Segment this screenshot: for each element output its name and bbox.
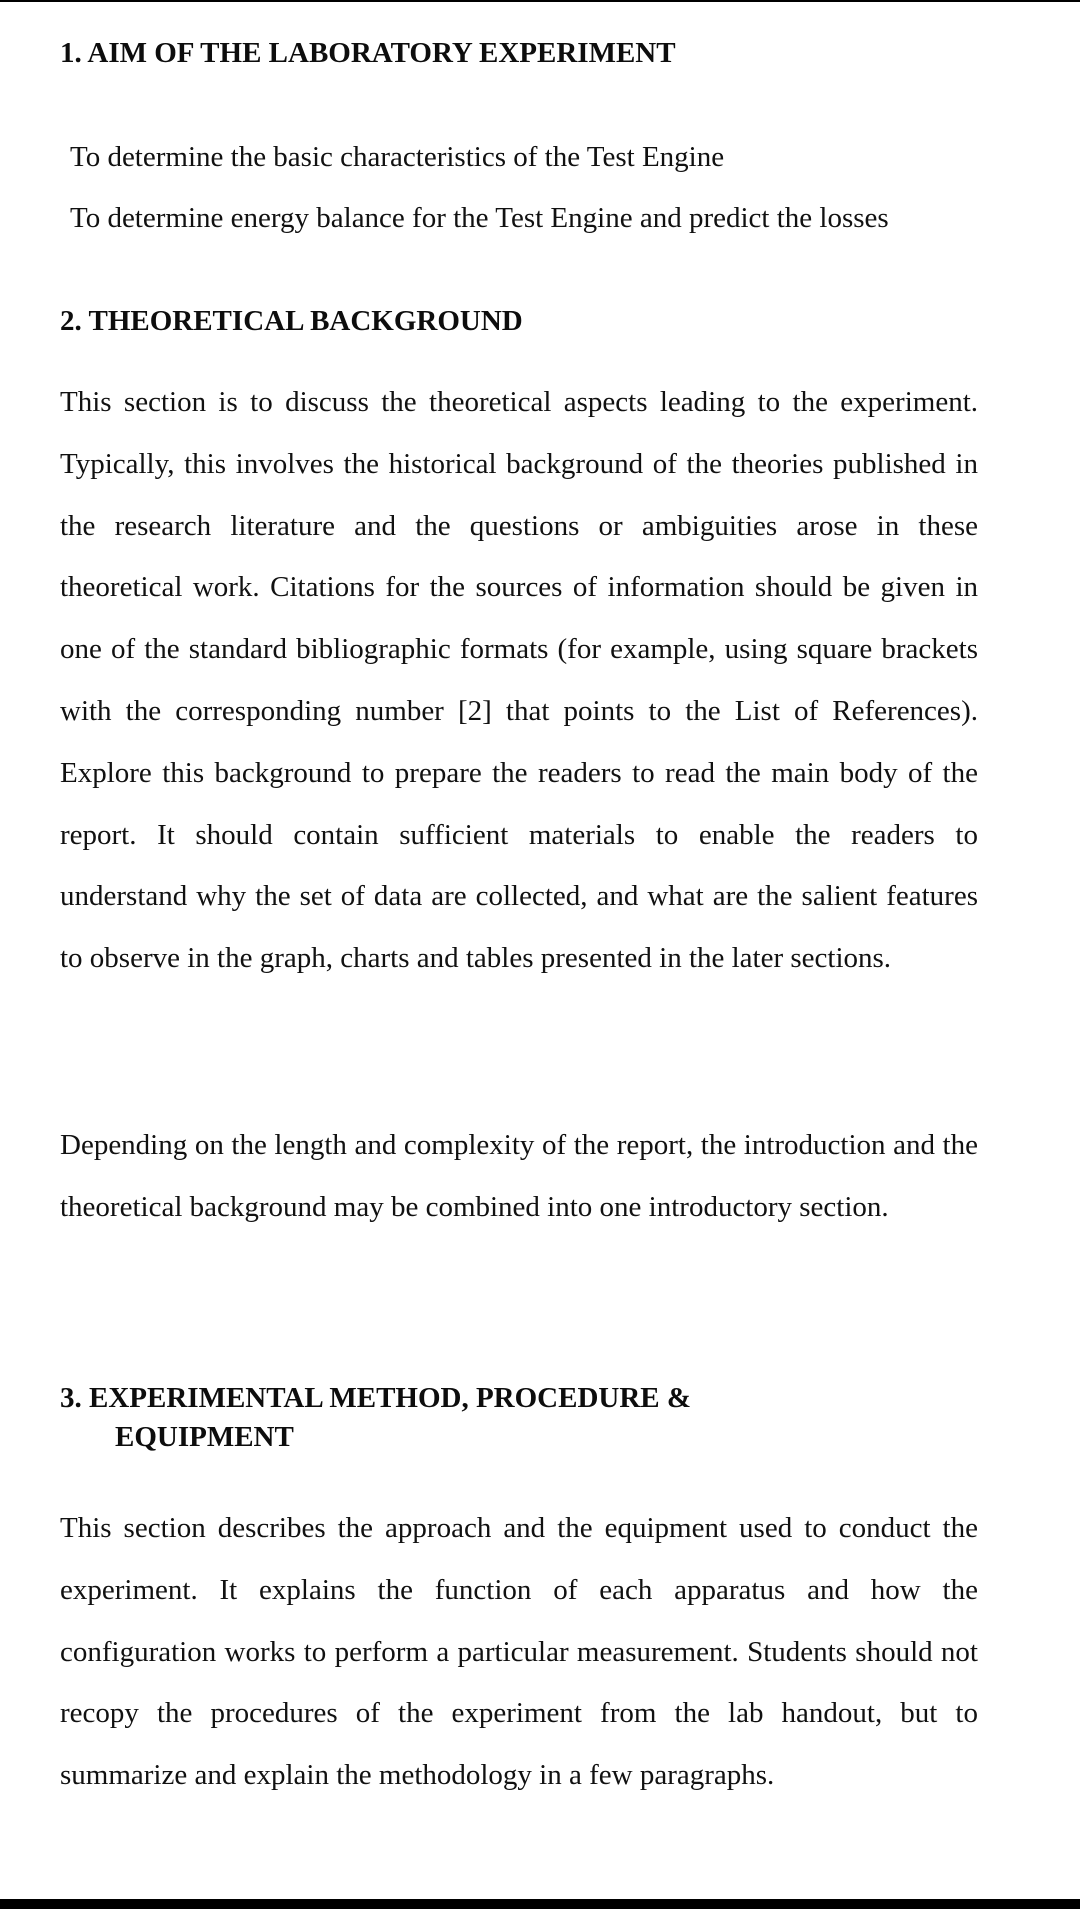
section-3-heading-line-1: 3. EXPERIMENTAL METHOD, PROCEDURE & [60,1382,692,1414]
aim-item-2: To determine energy balance for the Test Engine and predict the losses [70,202,889,234]
document-page [0,2,1080,1899]
experimental-method-paragraph: This section describes the approach and the equipment used to conduct the experiment. It explains the function of each apparatus and how the configuration works to perform a particular measurement. Students should not recopy the procedures of the experiment from the lab handout, but to summarize and explain the methodology in a few paragraphs. [60,1512,978,1792]
section-1-heading: 1. AIM OF THE LABORATORY EXPERIMENT [60,37,676,69]
theoretical-background-paragraph-2: Depending on the length and complexity of the report, the introduction and the theoretical background may be combined into one introductory section. [60,1129,978,1223]
section-3-heading [60,1379,840,1457]
section-2-heading: 2. THEORETICAL BACKGROUND [60,305,523,337]
theoretical-background-paragraph-1: This section is to discuss the theoretical aspects leading to the experiment. Typically, this involves the historical background of the theories published in the research literature and the questions or ambiguities arose in these theoretical work. Citations for the sources of information should be given in one of the standard bibliographic formats (for example, using square brackets with the corresponding number [2] that points to the List of References). Explore this background to prepare the readers to read the main body of the report. It should contain sufficient materials to enable the readers to understand why the set of data are collected, and what are the salient features to observe in the graph, charts and tables presented in the later sections. [60,386,978,975]
aim-item-1: To determine the basic characteristics of the Test Engine [70,141,725,173]
section-3-heading-line-2: EQUIPMENT [115,1421,294,1453]
